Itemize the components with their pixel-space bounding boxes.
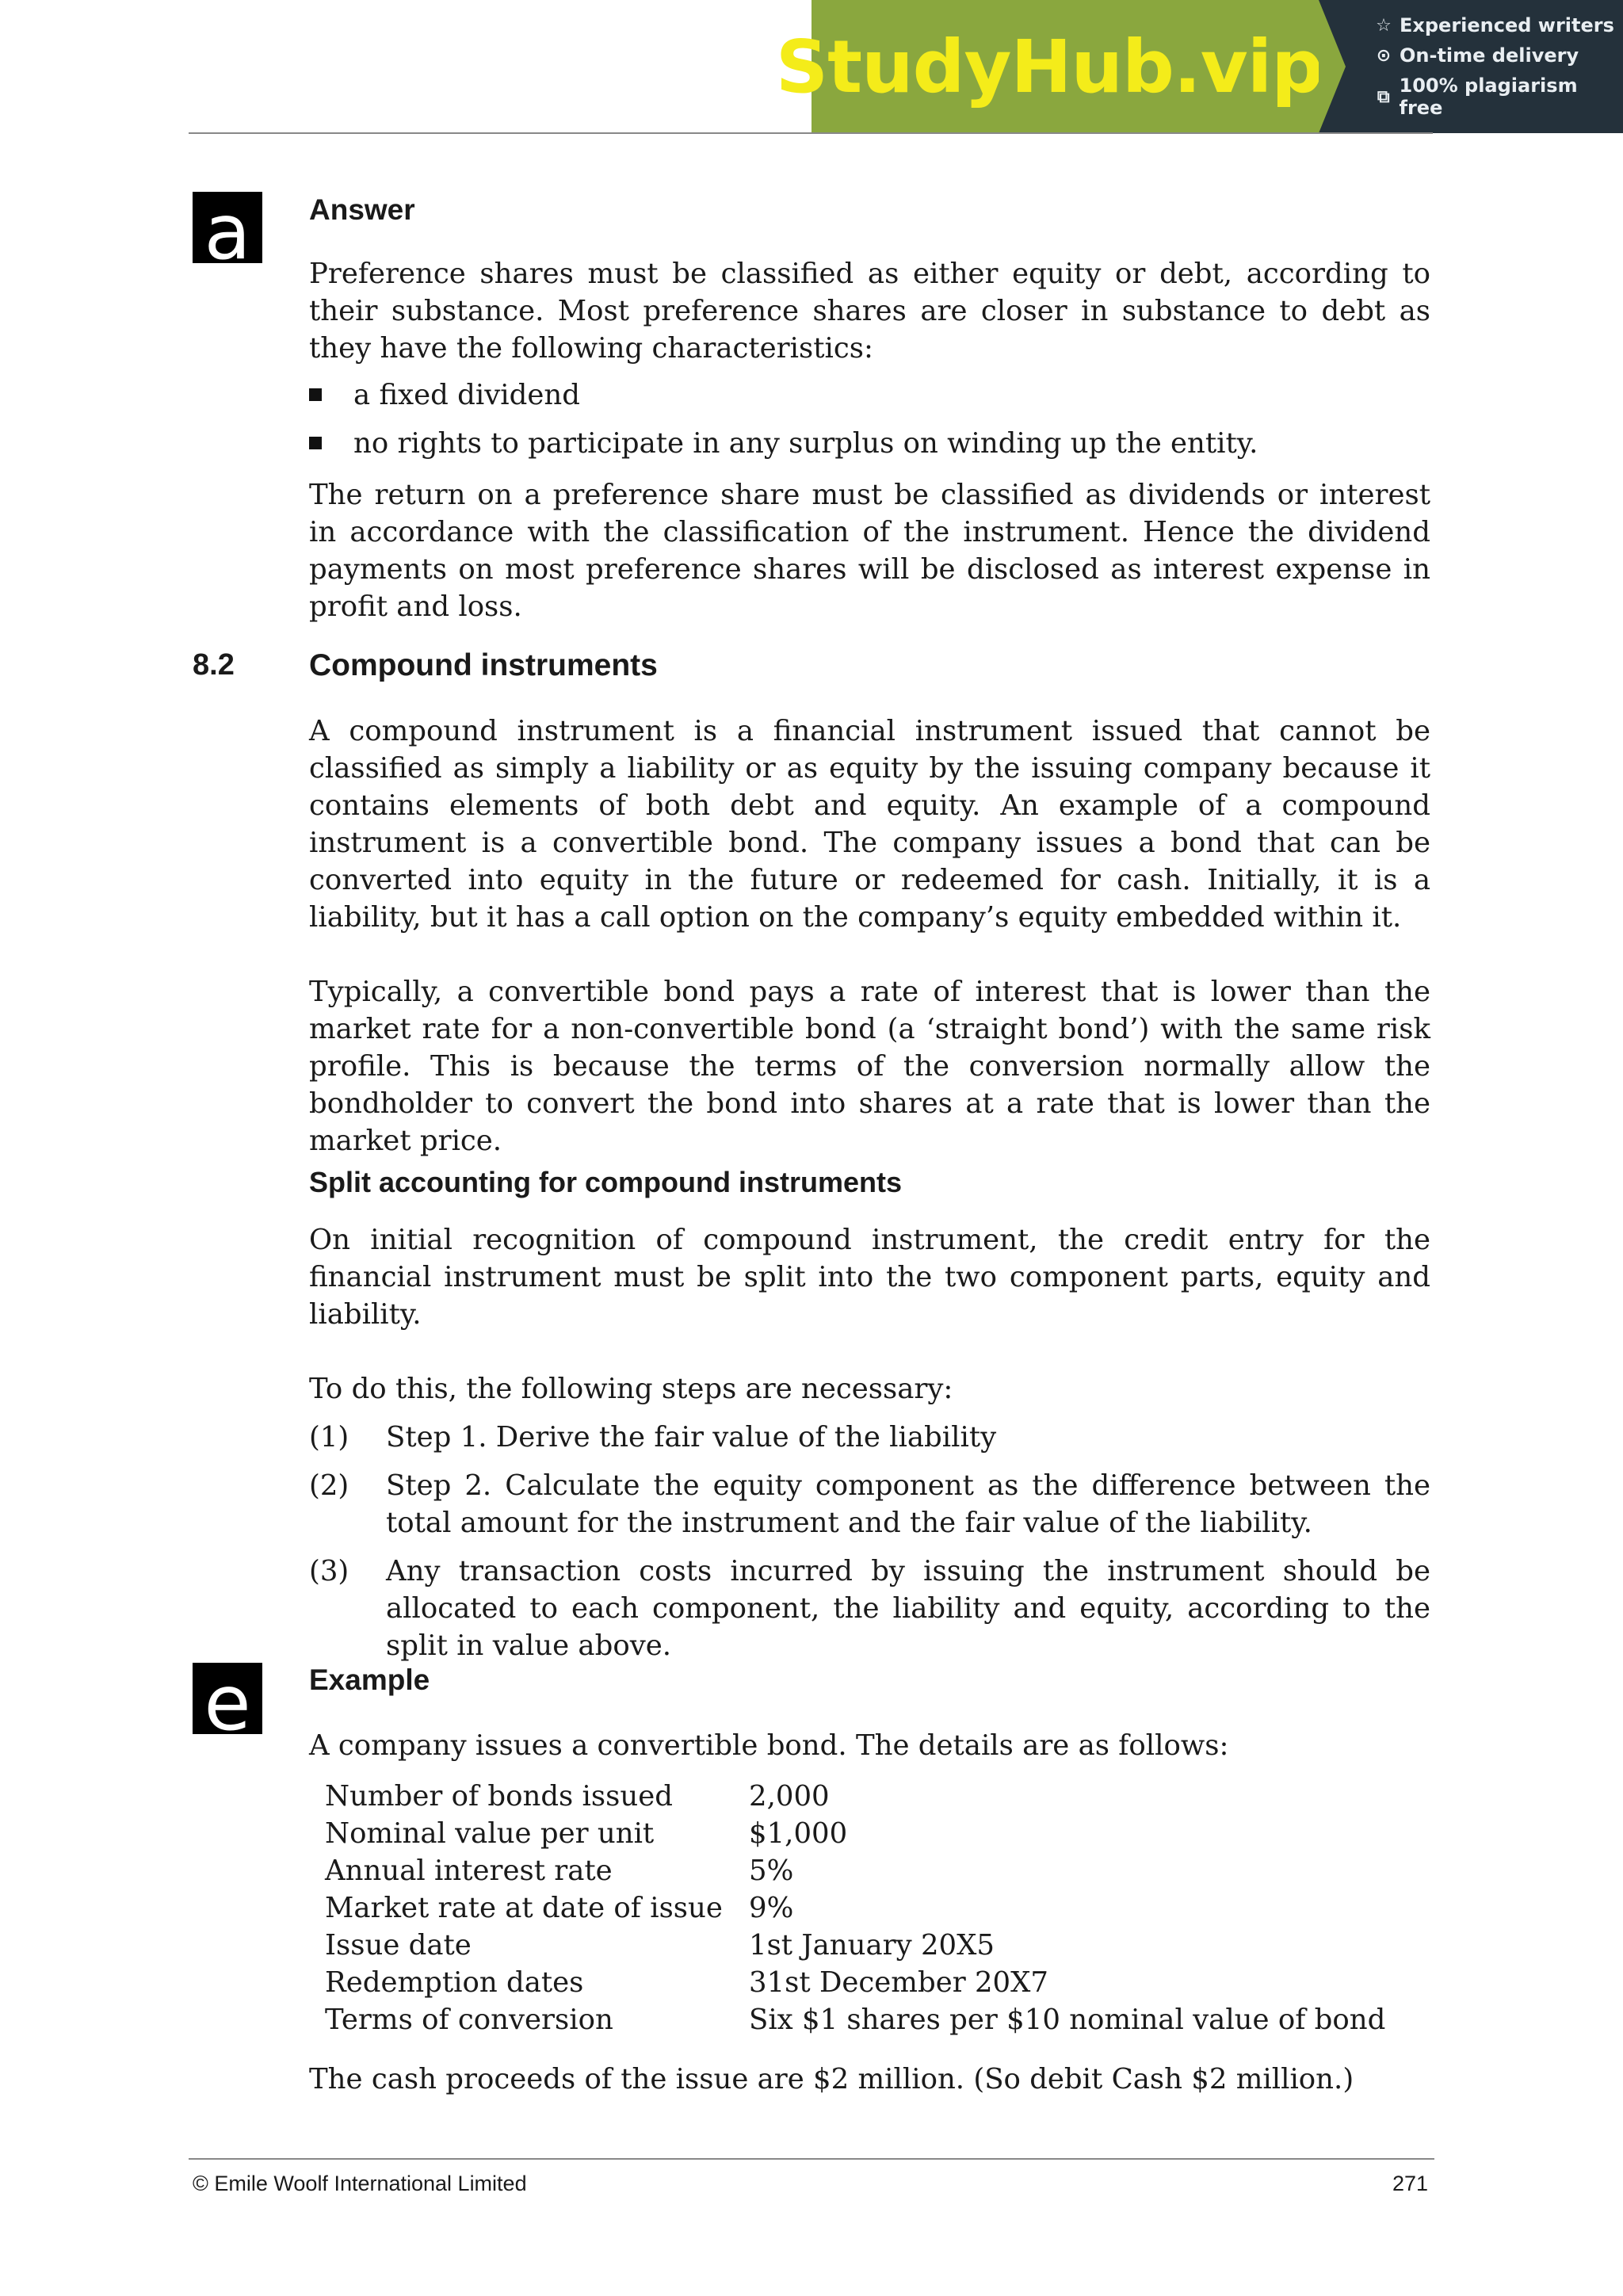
feature-label: Experienced writers — [1400, 14, 1614, 36]
section-para-2: Typically, a convertible bond pays a rate of interest that is lower than the market rate for a non-convertible bond (a ‘straight bond’) with the same risk profile. This is because the terms of the conversion normally allow the bondholder to convert the bond into shares at a rate that is lower than the market price. — [309, 976, 1430, 1157]
step-number: (1) — [309, 1421, 349, 1454]
steps-intro: To do this, the following steps are necessary: — [309, 1373, 953, 1405]
feature-item — [1374, 74, 1623, 119]
step-number: (3) — [309, 1555, 349, 1587]
feature-item — [1374, 14, 1623, 36]
answer-icon-letter: a — [204, 192, 251, 263]
table-row — [325, 1927, 1385, 1964]
section-para-3: On initial recognition of compound instrument, the credit entry for the financial instrument must be split into the two component parts, equity and liability. — [309, 1224, 1430, 1331]
example-closing: The cash proceeds of the issue are $2 million. (So debit Cash $2 million.) — [309, 2063, 1354, 2095]
banner-features — [1319, 0, 1623, 133]
footer-copyright: © Emile Woolf International Limited — [193, 2172, 527, 2195]
step-text: Any transaction costs incurred by issuing the instrument should be allocated to each component, the liability and equity, according to the split in value above. — [386, 1555, 1430, 1662]
detail-label: Redemption dates — [325, 1966, 584, 1999]
page-number: 271 — [1392, 2172, 1428, 2195]
feature-label: 100% plagiarism free — [1399, 74, 1578, 119]
bond-details-table — [325, 1778, 1385, 2038]
subheading-wrap — [309, 1166, 1430, 1199]
table-row — [325, 1778, 1385, 1815]
detail-label: Market rate at date of issue — [325, 1892, 723, 1924]
example-heading: Example — [309, 1664, 430, 1696]
table-row — [325, 1852, 1385, 1889]
answer-heading: Answer — [309, 193, 415, 226]
table-row — [325, 1964, 1385, 2001]
example-heading-wrap — [309, 1664, 1430, 1697]
example-intro: A company issues a convertible bond. The details are as follows: — [309, 1729, 1229, 1762]
studyhub-logo[interactable] — [775, 0, 1323, 133]
example-e-icon — [193, 1663, 262, 1734]
bullet-text: a fixed dividend — [353, 379, 580, 411]
copy-icon: ⧉ — [1377, 86, 1390, 107]
answer-body — [309, 255, 1430, 625]
section-para-1: A compound instrument is a financial instrument issued that cannot be classified as simply a liability or as equity by the issuing company because it contains elements of both debt and equity. An example of a compound instrument is a convertible bond. The company issues a bond that can be converted into equity in the future or redeemed for cash. Initially, it is a liability, but it has a call option on the company’s equity embedded within it. — [309, 715, 1430, 934]
detail-value: 9% — [749, 1892, 794, 1924]
step-text: Step 1. Derive the fair value of the liability — [386, 1421, 997, 1454]
detail-value: $1,000 — [749, 1817, 848, 1850]
bullet-square-icon — [309, 437, 322, 449]
bullet-text: no rights to participate in any surplus on winding up the entity. — [353, 427, 1258, 460]
example-icon-letter: e — [204, 1663, 251, 1734]
split-accounting-heading: Split accounting for compound instruments — [309, 1166, 903, 1198]
table-row — [325, 1889, 1385, 1927]
feature-label: On-time delivery — [1400, 44, 1579, 67]
bullet-square-icon — [309, 388, 322, 401]
table-row — [325, 1815, 1385, 1852]
list-item — [309, 376, 1430, 414]
example-closing-wrap — [309, 2061, 1430, 2098]
split-accounting-body — [309, 1221, 1430, 1664]
studyhub-banner[interactable] — [775, 0, 1623, 133]
section-title-wrap — [309, 648, 1430, 683]
banner-arrow-shape — [1319, 0, 1346, 133]
detail-value: 1st January 20X5 — [749, 1929, 995, 1962]
section-number: 8.2 — [193, 648, 235, 682]
clock-icon: ⊙ — [1376, 45, 1392, 66]
detail-label: Nominal value per unit — [325, 1817, 655, 1850]
detail-label: Terms of conversion — [325, 2004, 613, 2036]
detail-value: 5% — [749, 1855, 794, 1887]
detail-value: Six $1 shares per $10 nominal value of bond — [749, 2004, 1386, 2036]
section-title: Compound instruments — [309, 648, 658, 682]
header-divider — [189, 132, 1433, 134]
example-intro-wrap — [309, 1727, 1430, 1764]
detail-label: Issue date — [325, 1929, 472, 1962]
feature-item — [1374, 44, 1623, 67]
step-item — [309, 1553, 1430, 1664]
star-outline-icon: ☆ — [1376, 15, 1392, 36]
detail-value: 2,000 — [749, 1780, 830, 1813]
table-row — [325, 2001, 1385, 2038]
detail-value: 31st December 20X7 — [749, 1966, 1048, 1999]
section-body — [309, 712, 1430, 1159]
step-number: (2) — [309, 1469, 349, 1502]
list-item — [309, 425, 1430, 462]
step-text: Step 2. Calculate the equity component as the difference between the total amount for the instrument and the fair value of the liability. — [386, 1469, 1430, 1539]
footer-divider — [189, 2158, 1434, 2160]
answer-conclusion: The return on a preference share must be classified as dividends or interest in accordance with the classification of the instrument. Hence the dividend payments on most preference shares will be disclosed as interest expense in profit and loss. — [309, 479, 1430, 623]
detail-label: Number of bonds issued — [325, 1780, 673, 1813]
answer-block — [309, 193, 1430, 227]
step-item — [309, 1467, 1430, 1541]
answer-intro: Preference shares must be classified as either equity or debt, according to their substance. Most preference shares are closer in substance to debt as they have the following characteristics: — [309, 258, 1430, 365]
step-item — [309, 1419, 1430, 1456]
answer-a-icon — [193, 192, 262, 263]
detail-label: Annual interest rate — [325, 1855, 613, 1887]
brand-name: StudyHub.vip — [775, 24, 1323, 109]
